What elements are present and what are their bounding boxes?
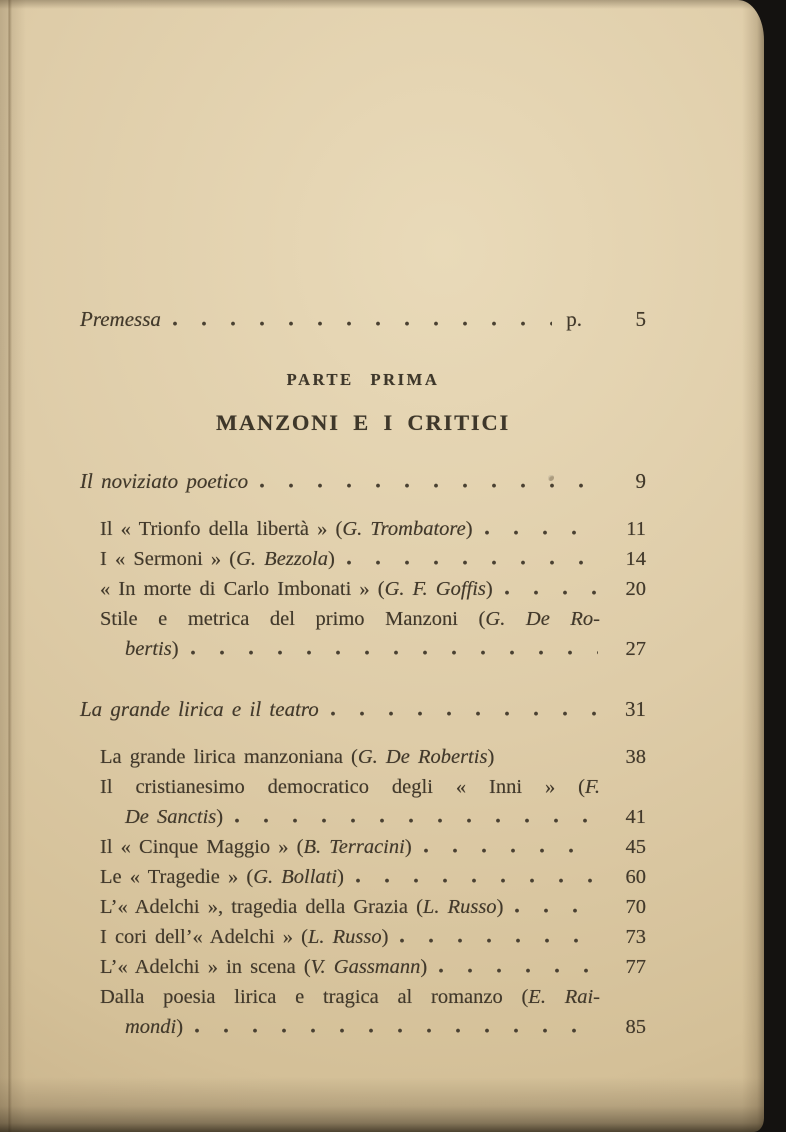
toc-entry-text: [100, 922, 388, 952]
entry-text: ): [496, 896, 504, 918]
part-kicker: PARTE PRIMA: [286, 370, 440, 389]
toc-entry-text: [80, 466, 248, 496]
page-number: 20: [625, 578, 646, 600]
toc-row-item: [100, 574, 646, 604]
entry-text-italic: bertis: [125, 638, 172, 660]
entry-text: L’« Adelchi », tragedia della Grazia (: [100, 896, 423, 918]
page-number: 73: [625, 926, 646, 948]
entry-text: Il cristianesimo democratico degli « Inni » (: [100, 776, 585, 798]
dot-leader: [505, 590, 598, 595]
entry-text: ): [337, 866, 344, 888]
entry-text: ): [487, 746, 495, 768]
entry-text-italic: Il noviziato poetico: [80, 469, 249, 493]
dot-leader: [485, 530, 598, 535]
toc-row-section: [80, 304, 646, 334]
entry-text: ): [381, 926, 389, 948]
scanner-black-margin: [762, 0, 786, 1132]
entry-text-italic: La grande lirica e il teatro: [80, 697, 319, 721]
entry-text-italic: Premessa: [80, 307, 161, 331]
leader-spacer: [506, 758, 598, 763]
dot-leader: [515, 908, 598, 913]
toc-row-section: [80, 694, 646, 724]
toc-entry-text: [100, 862, 344, 892]
toc-entry-text: [80, 694, 319, 724]
toc-row-cont: [125, 634, 646, 664]
toc-entry-text: [125, 634, 179, 664]
toc-row-item: [100, 922, 646, 952]
toc-row-section: [80, 466, 646, 496]
page-number: 45: [625, 836, 646, 858]
entry-text: Dalla poesia lirica e tragica al romanzo (: [100, 986, 529, 1008]
entry-text-italic: De Sanctis: [125, 806, 217, 828]
toc-row-item: [100, 952, 646, 982]
dot-leader: [173, 321, 552, 326]
entry-text-italic: V. Gassmann: [310, 956, 421, 978]
toc-row-item: [100, 862, 646, 892]
toc-row-item: [100, 742, 646, 772]
entry-text: ): [485, 578, 493, 600]
entry-text: ): [216, 806, 224, 828]
dot-leader: [195, 1028, 598, 1033]
toc-row-item: [100, 892, 646, 922]
page-number: 5: [635, 307, 646, 331]
entry-text-italic: G. De Ro-: [485, 608, 600, 630]
page-number: 70: [625, 896, 646, 918]
page-number: 14: [625, 548, 646, 570]
dot-leader: [400, 938, 598, 943]
toc-entry-text: [80, 304, 161, 334]
page-number: 27: [625, 638, 646, 660]
entry-text: ): [465, 518, 473, 540]
entry-text-italic: G. Bollati: [253, 866, 338, 888]
toc-entries-block: [80, 466, 646, 1042]
toc-entry-text: [100, 832, 412, 862]
entry-text: ): [327, 548, 335, 570]
toc-entry-text: [100, 892, 503, 922]
entry-text: La grande lirica manzoniana (: [100, 746, 358, 768]
entry-text: L’« Adelchi » in scena (: [100, 956, 311, 978]
entry-text-italic: B. Terracini: [303, 836, 405, 858]
page-number: 38: [625, 746, 646, 768]
entry-text: Stile e metrica del primo Manzoni (: [100, 608, 486, 630]
toc-row-wrap: [100, 772, 646, 802]
toc-row-cont: [125, 1012, 646, 1042]
toc-entry-text: [100, 742, 494, 772]
dot-leader: [235, 818, 598, 823]
page-number: 9: [635, 469, 646, 493]
toc-entry-text: [100, 514, 473, 544]
entry-text: Il « Trionfo della libertà » (: [100, 518, 343, 540]
page-number: 31: [625, 697, 646, 721]
toc-row-item: [100, 832, 646, 862]
toc-entry-text: [125, 802, 223, 832]
toc-entry-text: [125, 1012, 183, 1042]
toc-premessa-block: [80, 304, 646, 334]
entry-text: I « Sermoni » (: [100, 548, 237, 570]
page-abbreviation-label: p.: [566, 307, 582, 331]
toc-row-cont: [125, 802, 646, 832]
toc-entry-text: [100, 544, 335, 574]
entry-text: ): [404, 836, 412, 858]
dot-leader: [439, 968, 598, 973]
entry-text-italic: G. Bezzola: [236, 548, 328, 570]
dot-leader: [347, 560, 598, 565]
table-of-contents: [80, 304, 646, 1042]
entry-text: I cori dell’« Adelchi » (: [100, 926, 308, 948]
toc-entry-text: [100, 574, 493, 604]
entry-text-italic: F.: [584, 776, 600, 798]
page-number: 60: [625, 866, 646, 888]
entry-text-italic: G. F. Goffis: [384, 578, 486, 600]
entry-text: ): [171, 638, 179, 660]
page-number: 41: [625, 806, 646, 828]
toc-entry-text: [100, 608, 600, 630]
dot-leader: [260, 483, 598, 488]
toc-row-item: [100, 544, 646, 574]
entry-text: Il « Cinque Maggio » (: [100, 836, 304, 858]
entry-text: ): [420, 956, 428, 978]
dot-leader: [356, 878, 598, 883]
dot-leader: [424, 848, 598, 853]
part-title: MANZONI E I CRITICI: [215, 410, 511, 435]
page-number: 11: [626, 518, 646, 540]
entry-text-italic: mondi: [125, 1016, 177, 1038]
dot-leader: [331, 711, 598, 716]
entry-text-italic: G. Trombatore: [342, 518, 466, 540]
entry-text-italic: L. Russo: [307, 926, 382, 948]
toc-row-wrap: [100, 604, 646, 634]
dot-leader: [191, 650, 598, 655]
page-number: 77: [625, 956, 646, 978]
entry-text: Le « Tragedie » (: [100, 866, 254, 888]
entry-text-italic: L. Russo: [422, 896, 497, 918]
toc-entry-text: [100, 986, 600, 1008]
toc-row-item: [100, 514, 646, 544]
toc-row-wrap: [100, 982, 646, 1012]
entry-text-italic: E. Rai-: [528, 986, 600, 1008]
entry-text-italic: G. De Robertis: [357, 746, 488, 768]
toc-entry-text: [100, 952, 427, 982]
entry-text: « In morte di Carlo Imbonati » (: [100, 578, 385, 600]
toc-entry-text: [100, 776, 600, 798]
entry-text: ): [176, 1016, 184, 1038]
page-number: 85: [625, 1016, 646, 1038]
